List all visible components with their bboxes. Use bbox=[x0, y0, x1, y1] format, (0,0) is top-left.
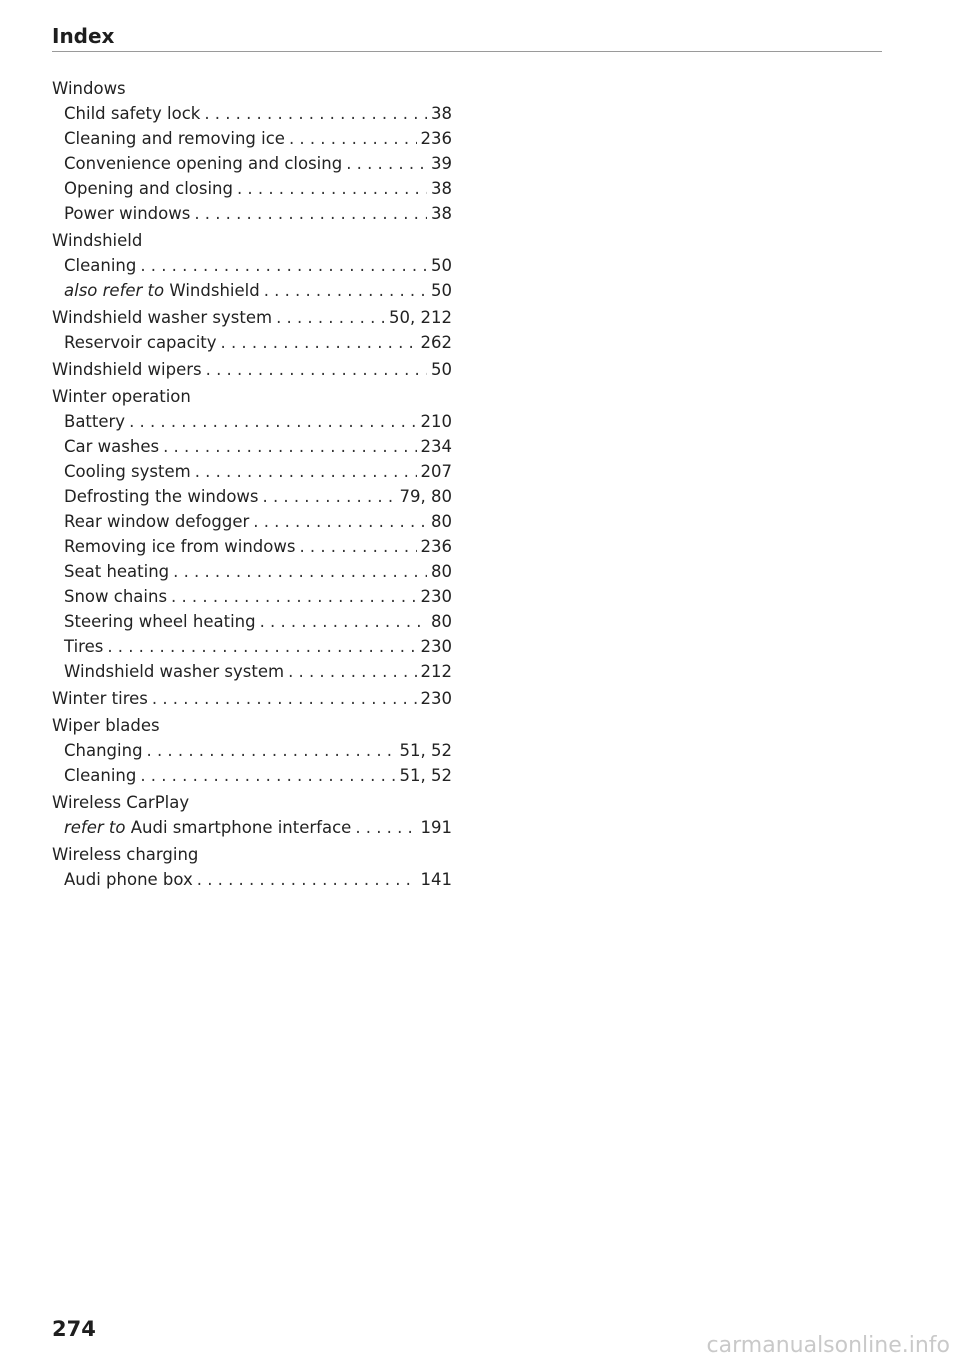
page-reference: 80 bbox=[431, 612, 452, 631]
page-reference: 79, 80 bbox=[399, 487, 452, 506]
cross-reference-prefix: also refer to bbox=[64, 281, 165, 300]
entry-text: Wiper blades bbox=[52, 716, 160, 735]
page-reference: 230 bbox=[420, 587, 452, 606]
entry-label bbox=[64, 484, 259, 509]
dot-leader bbox=[355, 815, 416, 840]
entry-label bbox=[64, 459, 191, 484]
page-reference: 236 bbox=[420, 537, 452, 556]
entry-label bbox=[64, 101, 200, 126]
page-reference: 51, 52 bbox=[399, 741, 452, 760]
entry-label bbox=[64, 584, 167, 609]
index-subentry bbox=[52, 101, 452, 126]
page-reference: 236 bbox=[420, 129, 452, 148]
header-divider bbox=[52, 51, 882, 52]
index-entry bbox=[52, 686, 452, 711]
dot-leader bbox=[204, 101, 427, 126]
index-subentry bbox=[52, 126, 452, 151]
entry-label bbox=[52, 305, 272, 330]
entry-text: Windshield washer system bbox=[52, 308, 273, 327]
entry-text: Winter operation bbox=[52, 387, 191, 406]
index-entry bbox=[52, 357, 452, 382]
entry-label bbox=[64, 434, 159, 459]
index-subentry bbox=[52, 867, 452, 892]
entry-text: Car washes bbox=[64, 437, 160, 456]
entry-label bbox=[64, 609, 256, 634]
entry-label bbox=[64, 534, 295, 559]
entry-label bbox=[64, 176, 233, 201]
page-reference: 141 bbox=[420, 870, 452, 889]
page-reference: 50 bbox=[431, 256, 452, 275]
page-reference: 230 bbox=[420, 689, 452, 708]
index-subentry bbox=[52, 434, 452, 459]
index-subentry bbox=[52, 738, 452, 763]
entry-label bbox=[64, 509, 249, 534]
entry-label bbox=[52, 713, 160, 738]
index-entry bbox=[52, 228, 452, 253]
entry-label bbox=[52, 790, 189, 815]
entry-label bbox=[52, 384, 191, 409]
page-reference: 50, 212 bbox=[389, 308, 452, 327]
entry-text: Cleaning and removing ice bbox=[64, 129, 285, 148]
entry-label bbox=[64, 253, 136, 278]
entry-label bbox=[64, 278, 260, 303]
dot-leader bbox=[173, 559, 427, 584]
index-subentry bbox=[52, 534, 452, 559]
index-subentry bbox=[52, 815, 452, 840]
entry-text: Reservoir capacity bbox=[64, 333, 217, 352]
index-entry bbox=[52, 384, 452, 409]
dot-leader bbox=[206, 357, 427, 382]
page-reference: 230 bbox=[420, 637, 452, 656]
index-subentry bbox=[52, 151, 452, 176]
page-reference: 38 bbox=[431, 104, 452, 123]
entry-label bbox=[52, 842, 198, 867]
entry-text: Cooling system bbox=[64, 462, 191, 481]
index-entry bbox=[52, 842, 452, 867]
cross-reference-prefix: refer to bbox=[64, 818, 126, 837]
dot-leader bbox=[263, 484, 396, 509]
page-reference: 51, 52 bbox=[399, 766, 452, 785]
page-reference: 191 bbox=[420, 818, 452, 837]
page-header-title: Index bbox=[52, 24, 115, 48]
page-reference: 207 bbox=[420, 462, 452, 481]
entry-text: Snow chains bbox=[64, 587, 168, 606]
index-subentry bbox=[52, 634, 452, 659]
page-reference: 38 bbox=[431, 204, 452, 223]
entry-text: Windshield bbox=[169, 281, 260, 300]
entry-label bbox=[52, 686, 148, 711]
entry-text: Windshield bbox=[52, 231, 143, 250]
entry-label bbox=[52, 228, 142, 253]
index-list bbox=[52, 76, 452, 892]
index-entry bbox=[52, 76, 452, 101]
index-subentry bbox=[52, 509, 452, 534]
entry-label bbox=[64, 763, 136, 788]
page-reference: 234 bbox=[420, 437, 452, 456]
dot-leader bbox=[171, 584, 416, 609]
index-subentry bbox=[52, 201, 452, 226]
entry-text: Wireless charging bbox=[52, 845, 199, 864]
page-reference: 38 bbox=[431, 179, 452, 198]
entry-text: Removing ice from windows bbox=[64, 537, 296, 556]
entry-text: Cleaning bbox=[64, 766, 137, 785]
entry-text: Windshield washer system bbox=[64, 662, 285, 681]
dot-leader bbox=[221, 330, 417, 355]
entry-text: Child safety lock bbox=[64, 104, 201, 123]
watermark: carmanualsonline.info bbox=[706, 1333, 950, 1358]
page-reference: 50 bbox=[431, 360, 452, 379]
index-subentry bbox=[52, 609, 452, 634]
page-reference: 80 bbox=[431, 512, 452, 531]
entry-text: Convenience opening and closing bbox=[64, 154, 343, 173]
dot-leader bbox=[299, 534, 416, 559]
index-subentry bbox=[52, 659, 452, 684]
index-subentry bbox=[52, 253, 452, 278]
dot-leader bbox=[253, 509, 427, 534]
index-subentry bbox=[52, 484, 452, 509]
dot-leader bbox=[163, 434, 416, 459]
page-reference: 80 bbox=[431, 562, 452, 581]
entry-text: Seat heating bbox=[64, 562, 170, 581]
entry-text: Opening and closing bbox=[64, 179, 233, 198]
dot-leader bbox=[288, 659, 416, 684]
index-subentry bbox=[52, 176, 452, 201]
dot-leader bbox=[346, 151, 427, 176]
index-subentry bbox=[52, 763, 452, 788]
dot-leader bbox=[107, 634, 416, 659]
dot-leader bbox=[197, 867, 417, 892]
entry-label bbox=[64, 151, 342, 176]
dot-leader bbox=[195, 459, 417, 484]
index-entry bbox=[52, 790, 452, 815]
entry-label bbox=[64, 738, 143, 763]
entry-text: Cleaning bbox=[64, 256, 137, 275]
page-reference: 39 bbox=[431, 154, 452, 173]
dot-leader bbox=[237, 176, 427, 201]
page-reference: 262 bbox=[420, 333, 452, 352]
entry-label bbox=[64, 867, 193, 892]
index-subentry bbox=[52, 559, 452, 584]
index-entry bbox=[52, 713, 452, 738]
entry-text: Windshield wipers bbox=[52, 360, 202, 379]
index-subentry bbox=[52, 409, 452, 434]
entry-label bbox=[64, 634, 103, 659]
entry-label bbox=[64, 559, 169, 584]
index-entry bbox=[52, 305, 452, 330]
index-subentry bbox=[52, 584, 452, 609]
entry-text: Battery bbox=[64, 412, 126, 431]
entry-label bbox=[64, 409, 125, 434]
page-reference: 210 bbox=[420, 412, 452, 431]
entry-text: Audi smartphone interface bbox=[130, 818, 352, 837]
entry-label bbox=[64, 201, 190, 226]
dot-leader bbox=[194, 201, 427, 226]
dot-leader bbox=[264, 278, 427, 303]
dot-leader bbox=[140, 763, 395, 788]
page-reference: 50 bbox=[431, 281, 452, 300]
entry-label bbox=[52, 76, 126, 101]
entry-text: Changing bbox=[64, 741, 143, 760]
page-number: 274 bbox=[52, 1317, 96, 1341]
entry-text: Windows bbox=[52, 79, 126, 98]
dot-leader bbox=[276, 305, 385, 330]
entry-text: Defrosting the windows bbox=[64, 487, 259, 506]
entry-label bbox=[64, 659, 284, 684]
dot-leader bbox=[260, 609, 427, 634]
entry-label bbox=[64, 815, 351, 840]
entry-text: Audi phone box bbox=[64, 870, 193, 889]
dot-leader bbox=[129, 409, 416, 434]
entry-text: Tires bbox=[64, 637, 104, 656]
page-reference: 212 bbox=[420, 662, 452, 681]
entry-text: Power windows bbox=[64, 204, 191, 223]
dot-leader bbox=[140, 253, 427, 278]
entry-text: Steering wheel heating bbox=[64, 612, 256, 631]
index-subentry bbox=[52, 459, 452, 484]
dot-leader bbox=[152, 686, 417, 711]
entry-label bbox=[52, 357, 202, 382]
entry-text: Winter tires bbox=[52, 689, 148, 708]
dot-leader bbox=[147, 738, 396, 763]
entry-label bbox=[64, 330, 217, 355]
index-subentry bbox=[52, 278, 452, 303]
entry-text: Wireless CarPlay bbox=[52, 793, 190, 812]
dot-leader bbox=[289, 126, 417, 151]
entry-label bbox=[64, 126, 285, 151]
entry-text: Rear window defogger bbox=[64, 512, 250, 531]
index-subentry bbox=[52, 330, 452, 355]
